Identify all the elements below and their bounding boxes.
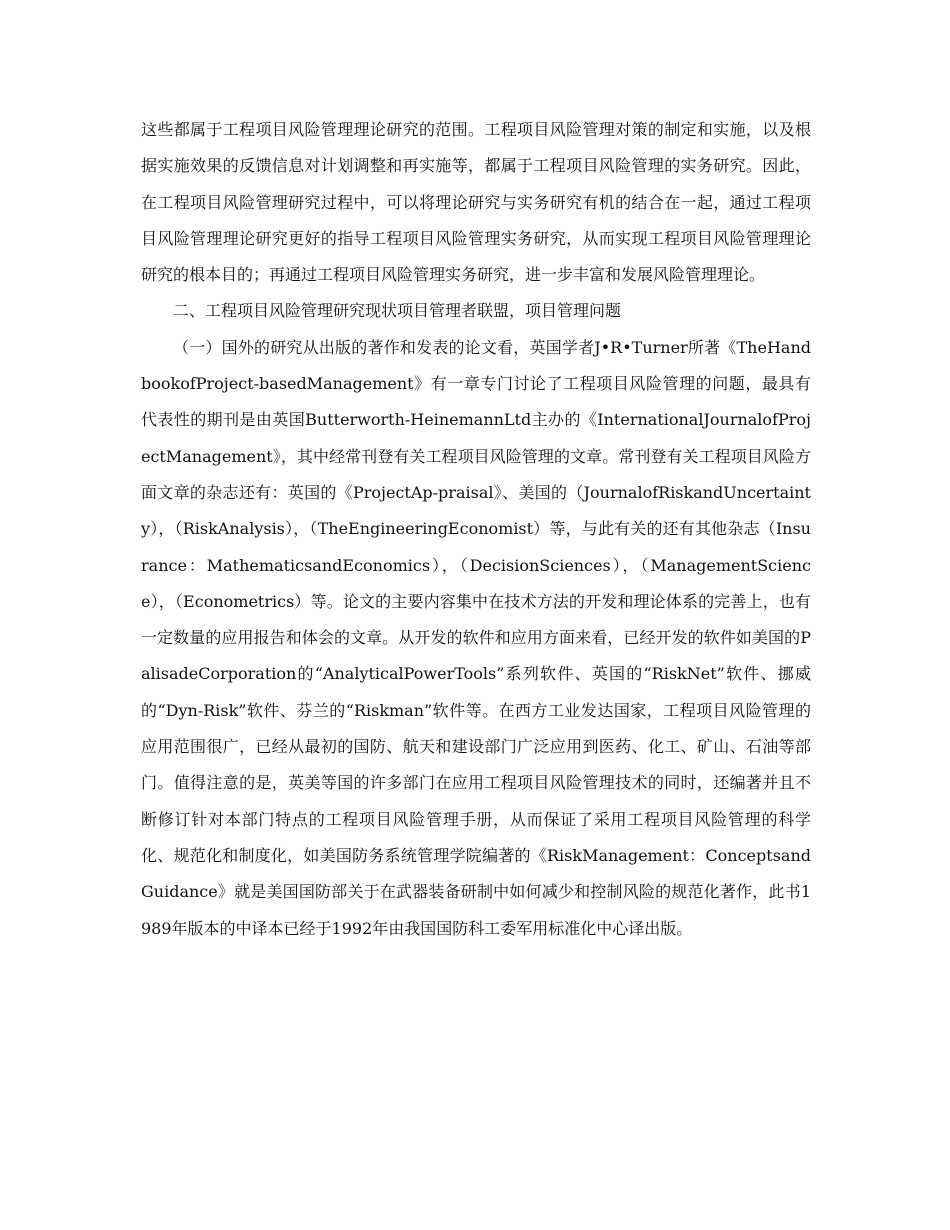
paragraph-foreign-research: （一）国外的研究从出版的著作和发表的论文看，英国学者J•R•Turner所著《TheHandbookofProject-basedManagement》有一章专门讨论了工程项目风险管理的问题，最具有代表性的期刊是由英国Butterworth-HeinemannLtd主办的《InternationalJournalofProjectManagement》，其中经常刊登有关工程项目风险管理的文章。常刊登有关工程项目风险方面文章的杂志还有：英国的《ProjectAp-praisal》、美国的（JournalofRiskandUncertainty），（RiskAnalysis），（TheEngineeringEconomist）等，与此有关的还有其他杂志（Insurance：MathematicsandEconomics），（DecisionSciences），（ManagementScience），（Econometrics）等。论文的主要内容集中在技术方法的开发和理论体系的完善上，也有一定数量的应用报告和体会的文章。从开发的软件和应用方面来看，已经开发的软件如美国的PalisadeCorporation的“AnalyticalPowerTools”系列软件、英国的“RiskNet”软件、挪威的“Dyn-Risk”软件、芬兰的“Riskman”软件等。在西方工业发达国家，工程项目风险管理的应用范围很广，已经从最初的国防、航天和建设部门广泛应用到医药、化工、矿山、石油等部门。值得注意的是，英美等国的许多部门在应用工程项目风险管理技术的同时，还编著并且不断修订针对本部门特点的工程项目风险管理手册，从而保证了采用工程项目风险管理的科学化、规范化和制度化，如美国防务系统管理学院编著的《RiskManagement：ConceptsandGuidance》就是美国国防部关于在武器装备研制中如何减少和控制风险的规范化著作，此书1989年版本的中译本已经于1992年由我国国防科工委军用标准化中心译出版。	[141, 337, 811, 938]
paragraph-continuation: 这些都属于工程项目风险管理理论研究的范围。工程项目风险管理对策的制定和实施，以及根据实施效果的反馈信息对计划调整和再实施等，都属于工程项目风险管理的实务研究。因此，在工程项目风险管理研究过程中，可以将理论研究与实务研究有机的结合在一起，通过工程项目风险管理理论研究更好的指导工程项目风险管理实务研究，从而实现工程项目风险管理理论研究的根本目的；再通过工程项目风险管理实务研究，进一步丰富和发展风险管理理论。	[141, 120, 811, 285]
document-body	[141, 112, 811, 947]
section-heading: 二、工程项目风险管理研究现状项目管理者联盟，项目管理问题	[173, 301, 622, 321]
